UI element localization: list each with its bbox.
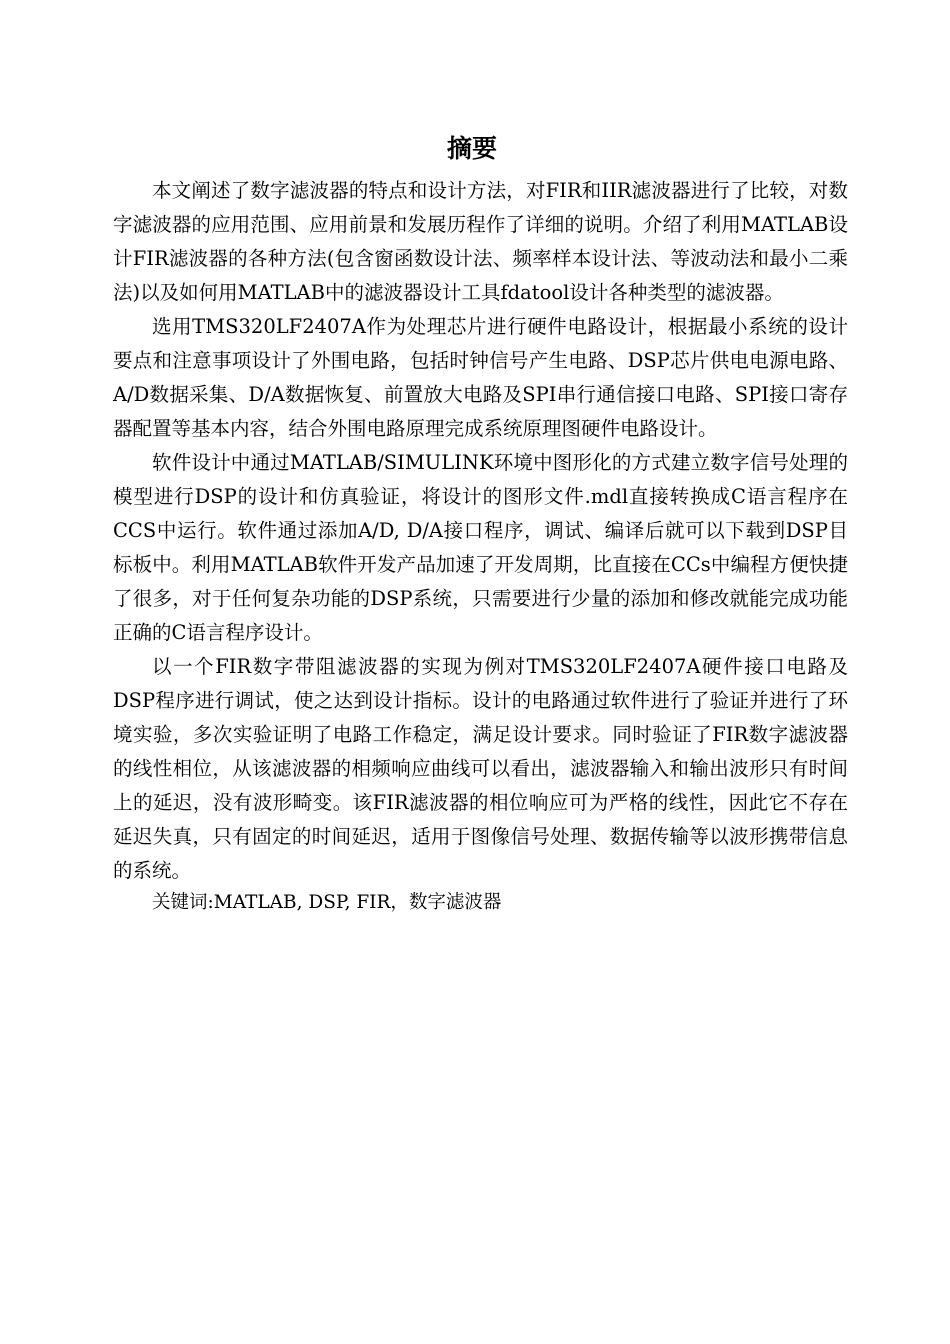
- paragraph-1: 本文阐述了数字滤波器的特点和设计方法，对FIR和IIR滤波器进行了比较，对数字滤波器的应用范围、应用前景和发展历程作了详细的说明。介绍了利用MATLAB设计FIR滤波器的各种方法(包含窗函数设计法、频率样本设计法、等波动法和最小二乘法)以及如何用MATLAB中的滤波器设计工具fdatool设计各种类型的滤波器。: [113, 179, 848, 304]
- keywords-value: :MATLAB, DSP, FIR，数字滤波器: [207, 892, 502, 913]
- paragraph-3: 软件设计中通过MATLAB/SIMULINK环境中图形化的方式建立数字信号处理的模型进行DSP的设计和仿真验证，将设计的图形文件.mdl直接转换成C语言程序在CCS中运行。软件通过添加A/D, D/A接口程序，调试、编译后就可以下载到DSP目标板中。利用MATLAB软件开发产品加速了开发周期，比直接在CCs中编程方便快捷了很多，对于任何复杂功能的DSP系统，只需要进行少量的添加和修改就能完成功能正确的C语言程序设计。: [113, 451, 848, 644]
- abstract-body: [113, 174, 848, 918]
- paragraph-2: 选用TMS320LF2407A作为处理芯片进行硬件电路设计，根据最小系统的设计要点和注意事项设计了外围电路，包括时钟信号产生电路、DSP芯片供电电源电路、A/D数据采集、D/A数据恢复、前置放大电路及SPI串行通信接口电路、SPI接口寄存器配置等基本内容，结合外围电路原理完成系统原理图硬件电路设计。: [113, 315, 848, 440]
- paragraph-4: 以一个FIR数字带阻滤波器的实现为例对TMS320LF2407A硬件接口电路及DSP程序进行调试，使之达到设计指标。设计的电路通过软件进行了验证并进行了环境实验，多次实验证明了电路工作稳定，满足设计要求。同时验证了FIR数字滤波器的线性相位，从该滤波器的相频响应曲线可以看出，滤波器输入和输出波形只有时间上的延迟，没有波形畸变。该FIR滤波器的相位响应可为严格的线性，因此它不存在延迟失真，只有固定的时间延迟，适用于图像信号处理、数据传输等以波形携带信息的系统。: [113, 655, 848, 882]
- keywords-label: 关键词: [152, 892, 208, 913]
- abstract-title: 摘要: [446, 134, 497, 163]
- keywords-line: [113, 888, 848, 918]
